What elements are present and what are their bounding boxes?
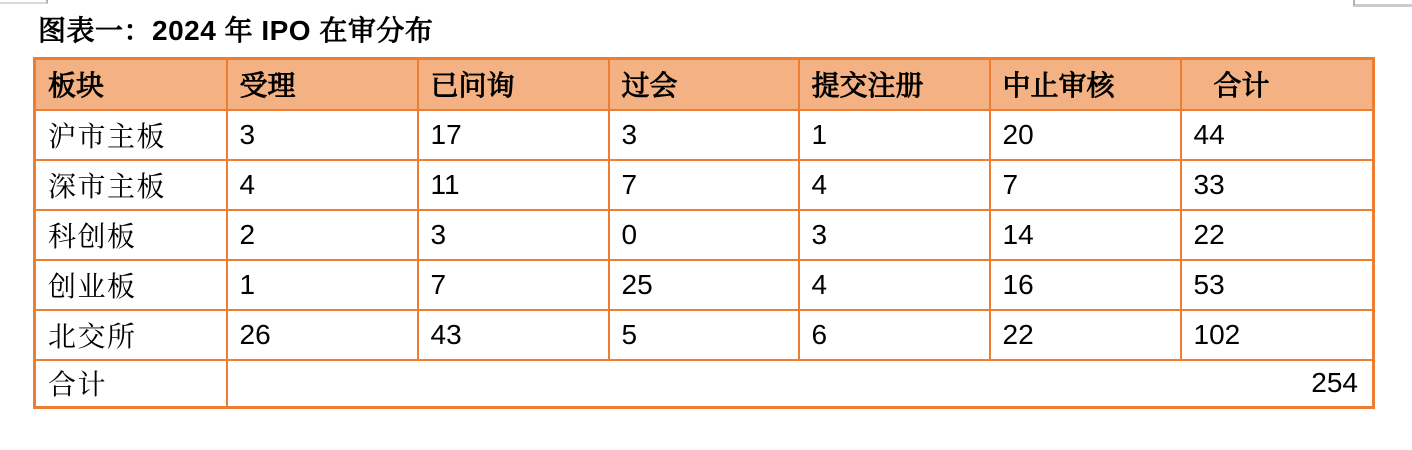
ipo-review-distribution-table xyxy=(33,57,1375,409)
data-cell: 3 xyxy=(227,110,418,160)
data-cell: 6 xyxy=(799,310,990,360)
grand-total-cell: 254 xyxy=(227,360,1374,408)
data-cell: 2 xyxy=(227,210,418,260)
viewer-corner-artifact-right xyxy=(1353,0,1412,7)
data-cell: 3 xyxy=(799,210,990,260)
data-cell: 4 xyxy=(227,160,418,210)
header-cell-approved: 过会 xyxy=(609,59,799,110)
data-cell: 53 xyxy=(1181,260,1374,310)
data-cell: 7 xyxy=(990,160,1181,210)
data-cell: 14 xyxy=(990,210,1181,260)
data-cell: 4 xyxy=(799,260,990,310)
data-cell: 43 xyxy=(418,310,609,360)
data-cell: 7 xyxy=(418,260,609,310)
data-cell: 25 xyxy=(609,260,799,310)
data-cell: 4 xyxy=(799,160,990,210)
header-cell-inquired: 已问询 xyxy=(418,59,609,110)
data-cell: 102 xyxy=(1181,310,1374,360)
header-cell-registration: 提交注册 xyxy=(799,59,990,110)
data-cell: 20 xyxy=(990,110,1181,160)
data-cell: 0 xyxy=(609,210,799,260)
header-cell-board: 板块 xyxy=(35,59,227,110)
table-row-shenzhen-main xyxy=(35,160,1374,210)
table-row-chinext xyxy=(35,260,1374,310)
data-cell: 44 xyxy=(1181,110,1374,160)
table-row-star-market xyxy=(35,210,1374,260)
data-cell: 33 xyxy=(1181,160,1374,210)
data-cell: 3 xyxy=(418,210,609,260)
row-label: 创业板 xyxy=(35,260,227,310)
data-cell: 22 xyxy=(1181,210,1374,260)
table-row-total xyxy=(35,360,1374,408)
header-row xyxy=(35,59,1374,110)
data-cell: 7 xyxy=(609,160,799,210)
data-cell: 26 xyxy=(227,310,418,360)
row-label: 科创板 xyxy=(35,210,227,260)
data-cell: 11 xyxy=(418,160,609,210)
header-cell-total: 合计 xyxy=(1181,59,1374,110)
row-label: 深市主板 xyxy=(35,160,227,210)
data-cell: 16 xyxy=(990,260,1181,310)
figure-title: 图表一：2024 年 IPO 在审分布 xyxy=(38,15,434,46)
data-cell: 1 xyxy=(227,260,418,310)
header-cell-accepted: 受理 xyxy=(227,59,418,110)
table-row-shanghai-main xyxy=(35,110,1374,160)
data-cell: 5 xyxy=(609,310,799,360)
data-cell: 22 xyxy=(990,310,1181,360)
table-row-bse xyxy=(35,310,1374,360)
data-cell: 17 xyxy=(418,110,609,160)
viewer-corner-artifact-left xyxy=(0,0,48,4)
row-label: 沪市主板 xyxy=(35,110,227,160)
header-cell-suspended: 中止审核 xyxy=(990,59,1181,110)
data-cell: 3 xyxy=(609,110,799,160)
row-label: 北交所 xyxy=(35,310,227,360)
footer-label: 合计 xyxy=(35,360,227,408)
data-cell: 1 xyxy=(799,110,990,160)
